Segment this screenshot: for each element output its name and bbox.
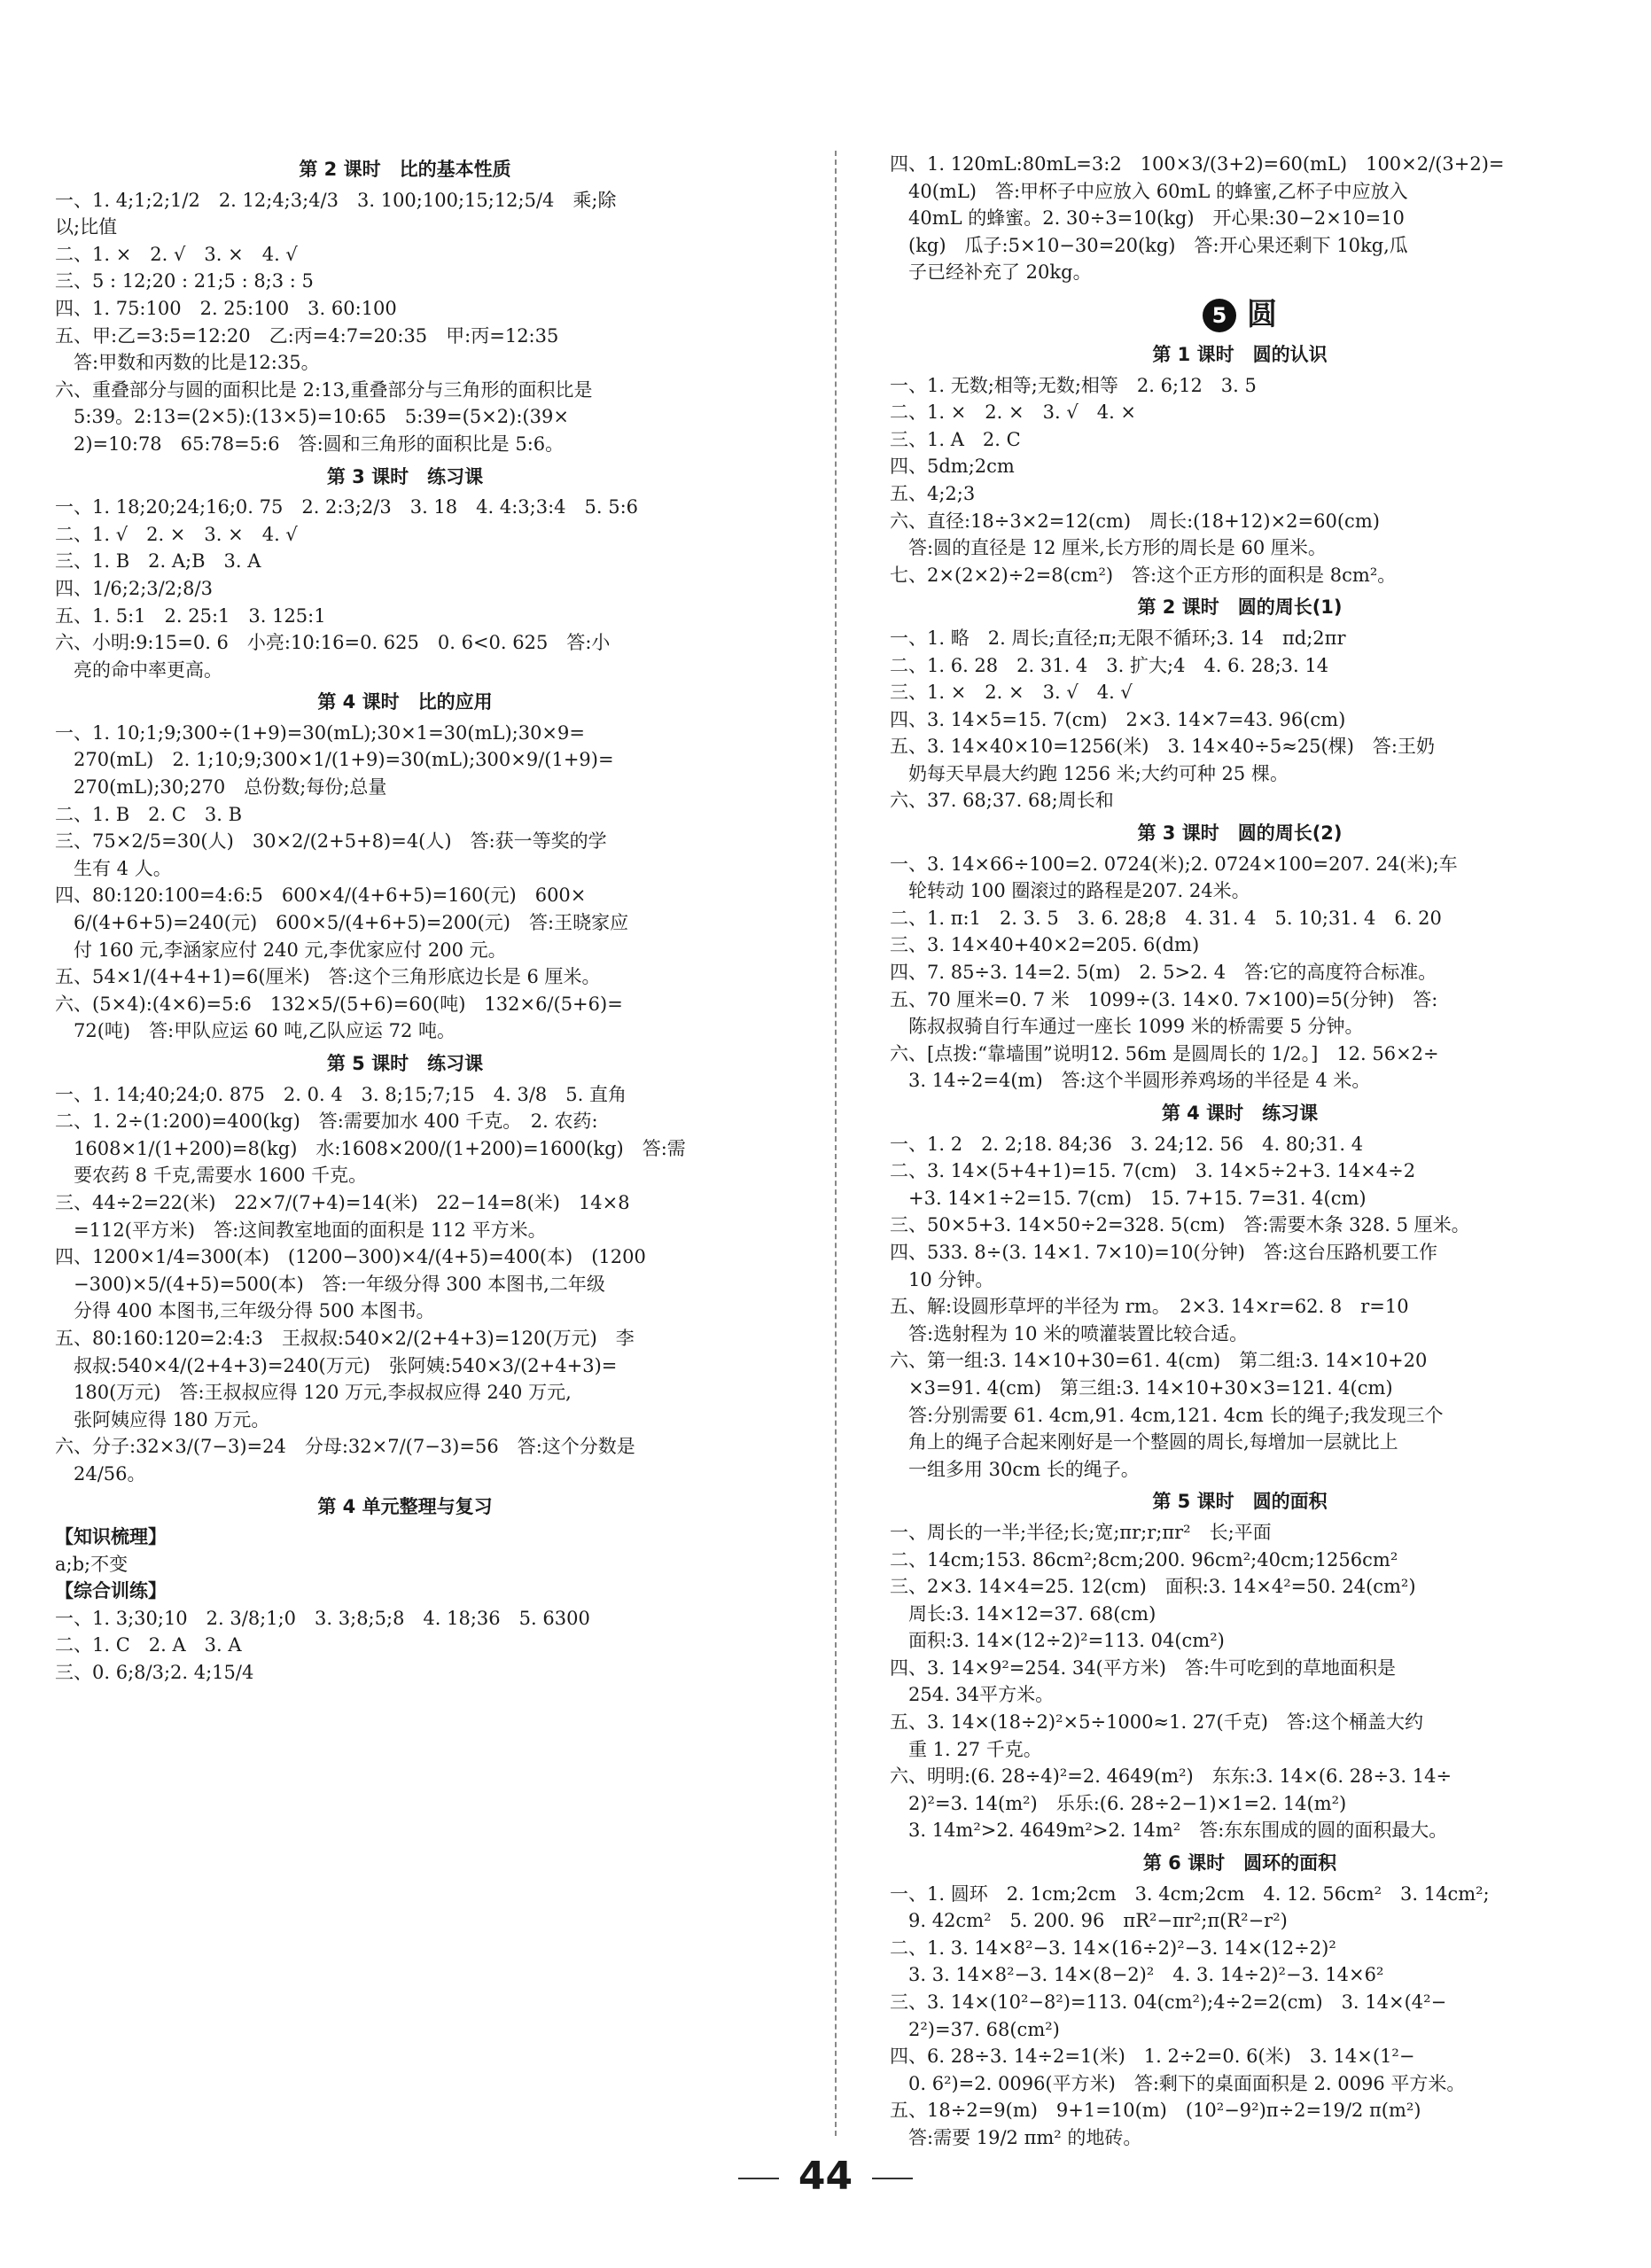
answer-line: 二、14cm;153. 86cm²;8cm;200. 96cm²;40cm;1256cm² bbox=[890, 1548, 1398, 1570]
answer-line: 二、1. 2÷(1:200)=400(kg) 答:需要加水 400 千克。 2. 农药: bbox=[55, 1111, 598, 1133]
answer-line: a;b;不变 bbox=[55, 1553, 128, 1575]
answer-line: 答:甲数和丙数的比是12:35。 bbox=[55, 352, 320, 374]
answer-line: 分得 400 本图书,三年级分得 500 本图书。 bbox=[55, 1300, 435, 1322]
answer-line: 四、80:120:100=4:6:5 600×4/(4+6+5)=160(元) 600× bbox=[55, 885, 587, 907]
answer-line: 二、1. × 2. √ 3. × 4. √ bbox=[55, 243, 298, 265]
answer-line: 二、1. × 2. × 3. √ 4. × bbox=[890, 401, 1137, 424]
answer-line: 答:圆的直径是 12 厘米,长方形的周长是 60 厘米。 bbox=[890, 537, 1327, 559]
answer-line: 子已经补充了 20kg。 bbox=[890, 261, 1092, 284]
answer-line: 270(mL) 2. 1;10;9;300×1/(1+9)=30(mL);300×9/(1+9)= bbox=[55, 749, 614, 771]
answer-line: 要农药 8 千克,需要水 1600 千克。 bbox=[55, 1165, 368, 1187]
answer-line: 3. 3. 14×8²−3. 14×(8−2)² 4. 3. 14÷2)²−3. 14×6² bbox=[890, 1964, 1384, 1986]
answer-line: 四、1200×1/4=300(本) (1200−300)×4/(4+5)=400(本) (1200 bbox=[55, 1246, 646, 1268]
section-label: 【综合训练】 bbox=[55, 1580, 167, 1602]
answer-line: 重 1. 27 千克。 bbox=[890, 1738, 1042, 1760]
answer-line: 二、1. C 2. A 3. A bbox=[55, 1634, 242, 1656]
answer-line: 254. 34平方米。 bbox=[890, 1684, 1055, 1706]
answer-line: 一、1. 14;40;24;0. 875 2. 0. 4 3. 8;15;7;15 4. 3/8 5. 直角 bbox=[55, 1083, 627, 1105]
lesson-heading: 第 4 课时 比的应用 bbox=[317, 691, 493, 713]
answer-line: 答:分别需要 61. 4cm,91. 4cm,121. 4cm 长的绳子;我发现三个 bbox=[890, 1404, 1444, 1426]
answer-line: 四、7. 85÷3. 14=2. 5(m) 2. 5>2. 4 答:它的高度符合标准。 bbox=[890, 962, 1437, 984]
answer-line: 270(mL);30;270 总份数;每份;总量 bbox=[55, 776, 387, 799]
answer-line: 一、1. 圆环 2. 1cm;2cm 3. 4cm;2cm 4. 12. 56cm² 3. 14cm²; bbox=[890, 1882, 1490, 1905]
answer-line: 周长:3. 14×12=37. 68(cm) bbox=[890, 1602, 1156, 1625]
answer-line: 一、1. 4;1;2;1/2 2. 12;4;3;4/3 3. 100;100;15;12;5/4 乘;除 bbox=[55, 189, 617, 211]
answer-line: 一、1. 无数;相等;无数;相等 2. 6;12 3. 5 bbox=[890, 374, 1257, 396]
answer-line: 72(吨) 答:甲队应运 60 吨,乙队应运 72 吨。 bbox=[55, 1020, 456, 1042]
answer-line: 24/56。 bbox=[55, 1462, 146, 1485]
answer-line: 2)²=3. 14(m²) 乐乐:(6. 28÷2−1)×1=2. 14(m²) bbox=[890, 1792, 1347, 1814]
answer-line: 面积:3. 14×(12÷2)²=113. 04(cm²) bbox=[890, 1630, 1225, 1652]
answer-line: 张阿姨应得 180 万元。 bbox=[55, 1408, 270, 1430]
lesson-heading: 第 4 课时 练习课 bbox=[1161, 1103, 1319, 1124]
answer-line: 三、50×5+3. 14×50÷2=328. 5(cm) 答:需要木条 328. 5 厘米。 bbox=[890, 1214, 1470, 1236]
answer-line: 以;比值 bbox=[55, 216, 118, 238]
answer-line: 六、(5×4):(4×6)=5:6 132×5/(5+6)=60(吨) 132×6/(5+6)= bbox=[55, 993, 623, 1015]
answer-line: 五、3. 14×(18÷2)²×5÷1000≈1. 27(千克) 答:这个桶盖大约 bbox=[890, 1711, 1423, 1734]
answer-line: 0. 6²)=2. 0096(平方米) 答:剩下的桌面面积是 2. 0096 平方米。 bbox=[890, 2072, 1466, 2094]
section-label: 【知识梳理】 bbox=[55, 1526, 167, 1548]
answer-line: 奶每天早晨大约跑 1256 米;大约可种 25 棵。 bbox=[890, 762, 1289, 784]
answer-line: 三、2×3. 14×4=25. 12(cm) 面积:3. 14×4²=50. 24(cm²) bbox=[890, 1576, 1416, 1598]
answer-line: 陈叔叔骑自行车通过一座长 1099 米的桥需要 5 分钟。 bbox=[890, 1016, 1364, 1038]
answer-line: 三、5 : 12;20 : 21;5 : 8;3 : 5 bbox=[55, 270, 314, 292]
answer-line: 6/(4+6+5)=240(元) 600×5/(4+6+5)=200(元) 答:王晓家应 bbox=[55, 912, 629, 934]
answer-line: 二、1. 3. 14×8²−3. 14×(16÷2)²−3. 14×(12÷2)² bbox=[890, 1937, 1336, 1959]
column-divider bbox=[835, 151, 837, 2136]
lesson-heading: 第 6 课时 圆环的面积 bbox=[1142, 1852, 1337, 1874]
answer-line: 40mL 的蜂蜜。2. 30÷3=10(kg) 开心果:30−2×10=10 bbox=[890, 207, 1405, 230]
answer-line: 角上的绳子合起来刚好是一个整圆的周长,每增加一层就比上 bbox=[890, 1431, 1398, 1454]
answer-line: 生有 4 人。 bbox=[55, 857, 172, 879]
answer-line: 轮转动 100 圈滚过的路程是207. 24米。 bbox=[890, 880, 1250, 902]
answer-line: 四、3. 14×9²=254. 34(平方米) 答:牛可吃到的草地面积是 bbox=[890, 1656, 1397, 1679]
answer-line: 四、6. 28÷3. 14÷2=1(米) 1. 2÷2=0. 6(米) 3. 14×(1²− bbox=[890, 2046, 1415, 2068]
answer-line: 亮的命中率更高。 bbox=[55, 659, 222, 681]
answer-line: 三、3. 14×40+40×2=205. 6(dm) bbox=[890, 934, 1200, 956]
answer-line: 二、1. √ 2. × 3. × 4. √ bbox=[55, 523, 298, 545]
answer-line: 二、3. 14×(5+4+1)=15. 7(cm) 3. 14×5÷2+3. 14×4÷2 bbox=[890, 1160, 1416, 1182]
answer-line: 五、18÷2=9(m) 9+1=10(m) (10²−9²)π÷2=19/2 π(m²) bbox=[890, 2100, 1421, 2122]
answer-line: (kg) 瓜子:5×10−30=20(kg) 答:开心果还剩下 10kg,瓜 bbox=[890, 234, 1408, 256]
lesson-heading: 第 3 课时 练习课 bbox=[326, 465, 484, 487]
answer-line: 七、2×(2×2)÷2=8(cm²) 答:这个正方形的面积是 8cm²。 bbox=[890, 564, 1397, 586]
answer-line: 四、1. 120mL:80mL=3:2 100×3/(3+2)=60(mL) 100×2/(3+2)= bbox=[890, 153, 1505, 175]
answer-line: 五、4;2;3 bbox=[890, 482, 976, 504]
answer-line: 四、533. 8÷(3. 14×1. 7×10)=10(分钟) 答:这台压路机要工作 bbox=[890, 1241, 1437, 1263]
page-number-dash-left bbox=[738, 2178, 779, 2179]
lesson-heading: 第 4 单元整理与复习 bbox=[317, 1495, 493, 1517]
answer-line: 1608×1/(1+200)=8(kg) 水:1608×200/(1+200)=1600(kg) 答:需 bbox=[55, 1137, 686, 1159]
lesson-heading: 第 3 课时 圆的周长(2) bbox=[1137, 822, 1343, 845]
answer-line: 答:需要 19/2 πm² 的地砖。 bbox=[890, 2126, 1142, 2148]
lesson-heading: 第 2 课时 圆的周长(1) bbox=[1137, 596, 1343, 619]
answer-line: 六、重叠部分与圆的面积比是 2:13,重叠部分与三角形的面积比是 bbox=[55, 378, 593, 401]
page-number-value: 44 bbox=[798, 2154, 853, 2199]
answer-line: −300)×5/(4+5)=500(本) 答:一年级分得 300 本图书,二年级 bbox=[55, 1273, 605, 1295]
answer-line: 3. 14m²>2. 4649m²>2. 14m² 答:东东围成的圆的面积最大。 bbox=[890, 1820, 1448, 1842]
answer-line: 3. 14÷2=4(m) 答:这个半圆形养鸡场的半径是 4 米。 bbox=[890, 1070, 1371, 1092]
answer-line: 三、0. 6;8/3;2. 4;15/4 bbox=[55, 1662, 254, 1684]
answer-line: 答:选射程为 10 米的喷灌装置比较合适。 bbox=[890, 1322, 1249, 1344]
lesson-heading: 第 5 课时 圆的面积 bbox=[1152, 1491, 1328, 1513]
lesson-heading: 第 5 课时 练习课 bbox=[326, 1053, 484, 1074]
answer-line: 180(万元) 答:王叔叔应得 120 万元,李叔叔应得 240 万元, bbox=[55, 1382, 572, 1404]
answer-line: 五、54×1/(4+4+1)=6(厘米) 答:这个三角形底边长是 6 厘米。 bbox=[55, 966, 601, 988]
answer-line: 四、3. 14×5=15. 7(cm) 2×3. 14×7=43. 96(cm) bbox=[890, 708, 1346, 730]
right-column bbox=[890, 151, 1590, 2152]
answer-line: 一、1. 略 2. 周长;直径;π;无限不循环;3. 14 πd;2πr bbox=[890, 627, 1346, 649]
answer-line: ×3=91. 4(cm) 第三组:3. 14×10+30×3=121. 4(cm) bbox=[890, 1376, 1393, 1399]
answer-line: 四、1/6;2;3/2;8/3 bbox=[55, 577, 213, 599]
answer-line: 三、1. B 2. A;B 3. A bbox=[55, 550, 261, 573]
answer-line: 三、75×2/5=30(人) 30×2/(2+5+8)=4(人) 答:获一等奖的学 bbox=[55, 830, 607, 853]
answer-line: 二、1. 6. 28 2. 31. 4 3. 扩大;4 4. 6. 28;3. 14 bbox=[890, 654, 1329, 676]
answer-line: 2²)=37. 68(cm²) bbox=[890, 2018, 1060, 2040]
answer-line: 五、解:设圆形草坪的半径为 rm。 2×3. 14×r=62. 8 r=10 bbox=[890, 1296, 1409, 1318]
answer-line: 六、分子:32×3/(7−3)=24 分母:32×7/(7−3)=56 答:这个分数是 bbox=[55, 1436, 635, 1458]
answer-line: 一、周长的一半;半径;长;宽;πr;r;πr² 长;平面 bbox=[890, 1521, 1272, 1543]
answer-line: 叔叔:540×4/(2+4+3)=240(万元) 张阿姨:540×3/(2+4+3)= bbox=[55, 1354, 618, 1376]
answer-line: 六、直径:18÷3×2=12(cm) 周长:(18+12)×2=60(cm) bbox=[890, 510, 1380, 532]
page-number-dash-right bbox=[872, 2178, 913, 2179]
lesson-heading: 第 1 课时 圆的认识 bbox=[1152, 343, 1328, 365]
answer-line: 四、5dm;2cm bbox=[890, 456, 1015, 478]
answer-line: 2)=10:78 65:78=5:6 答:圆和三角形的面积比是 5:6。 bbox=[55, 433, 565, 455]
answer-line: 一组多用 30cm 长的绳子。 bbox=[890, 1458, 1140, 1480]
unit-title-text: 圆 bbox=[1247, 296, 1277, 332]
answer-line: 五、80:160:120=2:4:3 王叔叔:540×2/(2+4+3)=120(万元) 李 bbox=[55, 1327, 635, 1349]
answer-line: 四、1. 75:100 2. 25:100 3. 60:100 bbox=[55, 297, 397, 319]
answer-line: 六、[点拨:“靠墙围”说明12. 56m 是圆周长的 1/2。] 12. 56×2÷ bbox=[890, 1042, 1439, 1064]
page-number bbox=[0, 2154, 1651, 2199]
answer-line: 一、3. 14×66÷100=2. 0724(米);2. 0724×100=207. 24(米);车 bbox=[890, 853, 1458, 875]
left-column bbox=[55, 151, 755, 1687]
answer-line: 三、1. A 2. C bbox=[890, 428, 1021, 450]
answer-line: 三、1. × 2. × 3. √ 4. √ bbox=[890, 682, 1133, 704]
answer-line: 六、37. 68;37. 68;周长和 bbox=[890, 790, 1114, 812]
answer-line: 9. 42cm² 5. 200. 96 πR²−πr²;π(R²−r²) bbox=[890, 1910, 1288, 1932]
answer-line: +3. 14×1÷2=15. 7(cm) 15. 7+15. 7=31. 4(cm) bbox=[890, 1187, 1367, 1209]
answer-line: 五、1. 5:1 2. 25:1 3. 125:1 bbox=[55, 604, 326, 627]
answer-line: 六、第一组:3. 14×10+30=61. 4(cm) 第二组:3. 14×10+20 bbox=[890, 1350, 1428, 1372]
answer-line: 10 分钟。 bbox=[890, 1268, 994, 1290]
answer-line: 三、3. 14×(10²−8²)=113. 04(cm²);4÷2=2(cm) 3. 14×(4²− bbox=[890, 1991, 1447, 2013]
answer-line: 5:39。2:13=(2×5):(13×5)=10:65 5:39=(5×2):(39× bbox=[55, 406, 569, 428]
answer-line: 一、1. 3;30;10 2. 3/8;1;0 3. 3;8;5;8 4. 18;36 5. 6300 bbox=[55, 1607, 590, 1629]
unit-number-badge: 5 bbox=[1203, 299, 1236, 332]
answer-line: 40(mL) 答:甲杯子中应放入 60mL 的蜂蜜,乙杯子中应放入 bbox=[890, 180, 1408, 202]
answer-line: 六、小明:9:15=0. 6 小亮:10:16=0. 625 0. 6<0. 625 答:小 bbox=[55, 632, 611, 654]
answer-line: 一、1. 18;20;24;16;0. 75 2. 2:3;2/3 3. 18 4. 4:3;3:4 5. 5:6 bbox=[55, 496, 639, 518]
answer-line: =112(平方米) 答:这间教室地面的面积是 112 平方米。 bbox=[55, 1219, 547, 1241]
unit-title bbox=[890, 295, 1590, 334]
answer-line: 付 160 元,李涵家应付 240 元,李优家应付 200 元。 bbox=[55, 939, 507, 961]
answer-line: 二、1. B 2. C 3. B bbox=[55, 803, 243, 825]
answer-line: 五、3. 14×40×10=1256(米) 3. 14×40÷5≈25(棵) 答:王奶 bbox=[890, 736, 1435, 758]
answer-line: 五、70 厘米=0. 7 米 1099÷(3. 14×0. 7×100)=5(分钟) 答: bbox=[890, 988, 1438, 1010]
answer-line: 二、1. π:1 2. 3. 5 3. 6. 28;8 4. 31. 4 5. 10;31. 4 6. 20 bbox=[890, 907, 1442, 929]
answer-line: 一、1. 2 2. 2;18. 84;36 3. 24;12. 56 4. 80;31. 4 bbox=[890, 1133, 1364, 1155]
answer-line: 五、甲:乙=3:5=12:20 乙:丙=4:7=20:35 甲:丙=12:35 bbox=[55, 324, 559, 347]
lesson-heading: 第 2 课时 比的基本性质 bbox=[299, 159, 511, 180]
answer-line: 六、明明:(6. 28÷4)²=2. 4649(m²) 东东:3. 14×(6. 28÷3. 14÷ bbox=[890, 1765, 1452, 1788]
answer-line: 三、44÷2=22(米) 22×7/(7+4)=14(米) 22−14=8(米) 14×8 bbox=[55, 1191, 630, 1213]
answer-line: 一、1. 10;1;9;300÷(1+9)=30(mL);30×1=30(mL);30×9= bbox=[55, 721, 585, 744]
